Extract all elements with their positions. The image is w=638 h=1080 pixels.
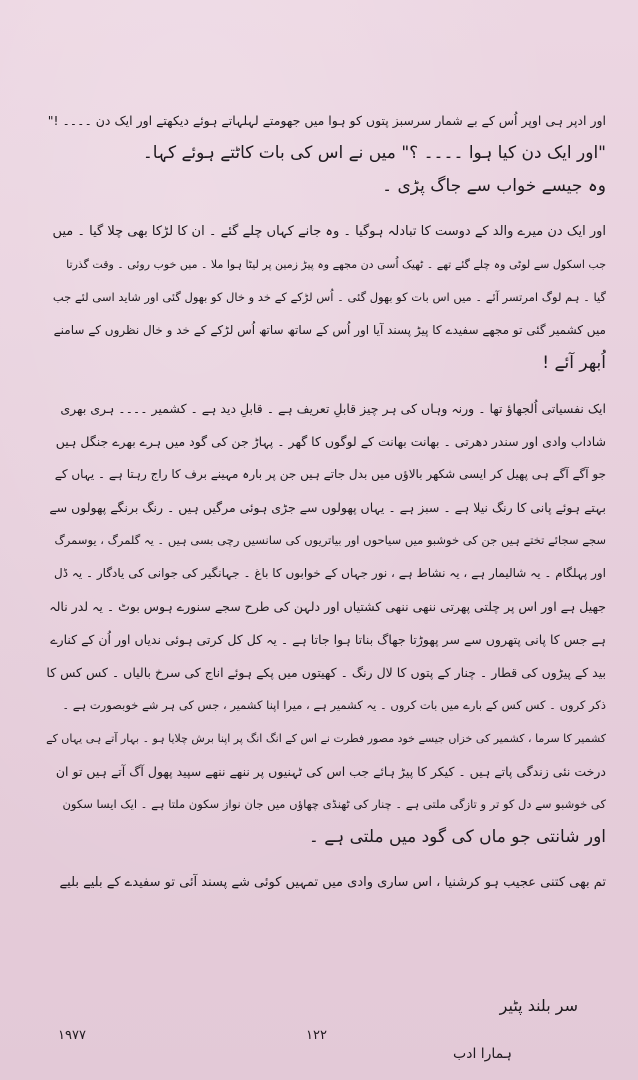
author-name: سر بلند پٹیر (499, 996, 578, 1015)
text-line: درخت نئی زندگی پاتے ہیں ۔ کیکر کا پیڑ ہائے جب اس کی ٹہنیوں پر ننھے ننھے سپید پھول آگ آتے ہیں تو ان (55, 764, 606, 779)
footer-year: ١٩٧٧ (58, 1028, 86, 1043)
text-line: ایک نفسیاتی اُلجھاؤ تھا ۔ ورنہ وہاں کی ہر چیز قابلِ تعریف ہے ۔ قابلِ دید ہے ۔ کشمیر ۔۔۔۔ ہری بھری (60, 401, 606, 416)
text-line: شاداب وادی اور سندر دھرتی ۔ بھانت بھانت کے لوگوں کا گھر ۔ پہاڑ جن کی گود میں ہرے بھرے جنگل ہیں (55, 434, 606, 449)
text-line: بید کے پیڑوں کی قطار ۔ چنار کے پتوں کا لال رنگ ۔ کھیتوں میں پکے ہوئے اناج کی سرخ بالیاں ۔ کس کس کا (46, 665, 606, 680)
signature-block (458, 996, 578, 1016)
text-line: "اور ایک دن کیا ہوا ۔۔۔۔ ؟" میں نے اس کی بات کاٹتے ہوئے کہا۔ (142, 143, 606, 163)
text-line: کشمیر کا سرما ، کشمیر کی خزاں جیسے خود مصور فطرت نے اس کے انگ انگ پر اپنا برش چلایا ہو ۔ بہار آتے ہی یہاں کے (46, 732, 606, 745)
article-body (46, 104, 606, 899)
text-line: میں کشمیر گئی تو مجھے سفیدے کا پیڑ پسند آیا اور اُس کے ساتھ ساتھ اُس لڑکے کے خد و خال نظروں کے سامنے (53, 323, 606, 337)
text-line: اور ادپر ہی اوپر اُس کے بے شمار سرسبز پتوں کو ہوا میں جھومتے لہلہاتے ہوئے دیکھتے اور ایک دن ۔۔۔۔ !" (47, 113, 606, 128)
text-line: اور پہلگام ۔ یہ شالیمار ہے ، یہ نشاط ہے ، نور جہاں کے خوابوں کا باغ ۔ جہانگیر کی جوانی کی یادگار ۔ یہ ڈل (53, 566, 606, 580)
text-line: اُبھر آئے ! (542, 353, 606, 373)
text-line: ذکر کروں ۔ کس کس کے بارے میں بات کروں ۔ یہ کشمیر ہے ، میرا اپنا کشمیر ، جس کی ہر شے خوبصورت ہے ۔ (62, 698, 606, 712)
text-line: اور شانتی جو ماں کی گود میں ملتی ہے ۔ (308, 827, 606, 847)
text-line: کی خوشبو سے دل کو تر و تازگی ملتی ہے ۔ چنار کی ٹھنڈی چھاؤں میں جان نواز سکون ملتا ہے ۔ ایک ایسا سکون (62, 797, 606, 811)
text-line: جو آگے آگے ہی پھیل کر ایسی شکھر بالاؤں میں بدل جاتے ہیں جن پر بارہ مہینے برف کا راج رہتا ہے ۔ یہاں کے (54, 467, 606, 481)
paragraph-gap (46, 203, 606, 215)
text-line: ہے جس کا پانی پتھروں سے سر پھوڑتا جھاگ بناتا ہوا جاتا ہے ۔ یہ کل کل کرتی ہوئی ندیاں اور اُن کے کنارے (50, 632, 606, 647)
text-line: بہتے ہوئے پانی کا رنگ نیلا ہے ۔ سبز ہے ۔ یہاں پھولوں سے جڑی ہوئی مرگیں ہیں ۔ رنگ برنگے پھولوں سے (49, 500, 606, 515)
text-line: وہ جیسے خواب سے جاگ پڑی ۔ (382, 176, 606, 196)
text-line: جھیل ہے اور اس پر چلتی پھرتی ننھی ننھی کشتیاں اور دلہن کی طرح سجے سنورے ہوس بوٹ ۔ یہ لدر نالہ (49, 599, 606, 614)
text-line: اور ایک دن میرے والد کے دوست کا تبادلہ ہوگیا ۔ وہ جانے کہاں چلے گئے ۔ ان کا لڑکا بھی چلا گیا ۔ میں (52, 224, 606, 239)
text-line: سجے سجائے تختے ہیں جن کی خوشبو میں سیاحوں اور بیاتریوں کی سانسیں رچی بسی ہیں ۔ یہ گلمرگ ، یوسمرگ (54, 533, 606, 547)
text-line: گیا ۔ ہم لوگ امرتسر آئے ۔ میں اس بات کو بھول گئی ۔ اُس لڑکے کے خد و خال کو بھول گئی اور شاید اسی لئے جب (52, 290, 606, 304)
page-footer (0, 1028, 638, 1062)
text-line: تم بھی کتنی عجیب ہو کرشنیا ، اس ساری وادی میں تمہیں کوئی شے پسند آئی تو سفیدے کے بلیے بلیے (59, 875, 606, 890)
paragraph-gap (46, 380, 606, 392)
publication-name: ہمارا ادب (453, 1046, 512, 1062)
text-line: جب اسکول سے لوٹی وہ چلے گئے تھے ۔ ٹھیک اُسی دن مجھے وہ پیڑ زمین پر لیٹا ہوا ملا ۔ میں خوب روئی ۔ وقت گذرتا (66, 258, 606, 271)
paragraph-gap (46, 854, 606, 866)
page-number: ١٢٢ (306, 1028, 327, 1043)
